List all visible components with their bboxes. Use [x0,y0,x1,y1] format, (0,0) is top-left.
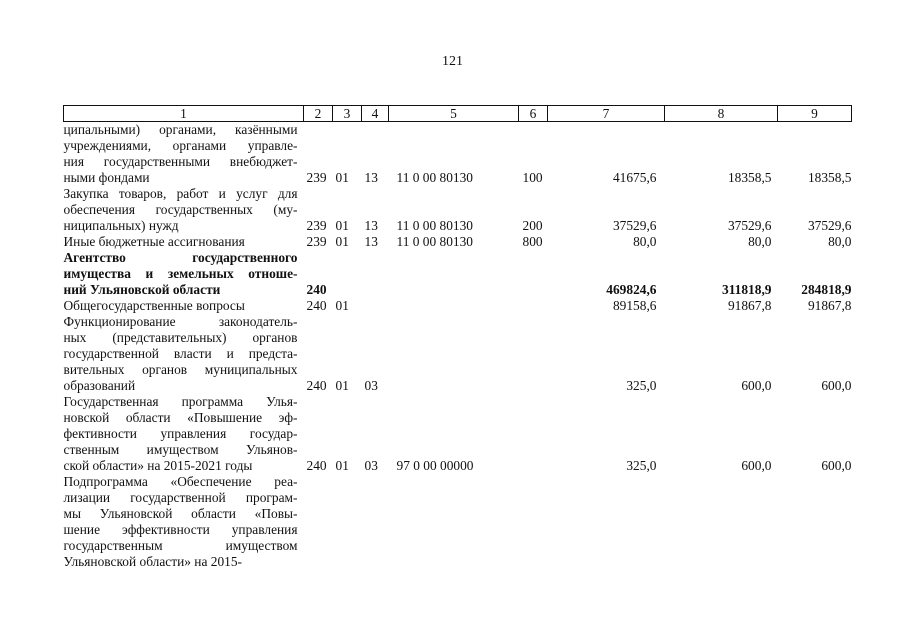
amount-2-cell: 311818,9 [722,282,772,297]
item-name-cell [64,250,304,298]
amount-2-cell: 600,0 [741,458,772,473]
target-article-cell [389,474,519,570]
subsection-code-cell: 03 [364,458,378,473]
amount-1-cell: 325,0 [626,378,657,393]
target-article-cell: 11 0 00 80130 [396,170,473,185]
amount-3-cell: 37529,6 [807,218,852,233]
item-name-line: ской области» на 2015-2021 годы [63,458,253,473]
table-row [64,394,852,474]
amount-2-cell [665,474,778,570]
table-row [64,122,852,187]
column-header-4: 4 [362,106,389,122]
column-header-1: 1 [64,106,304,122]
expense-type-cell: 100 [522,170,543,185]
item-name-line: учреждениями, органами управле- [63,138,298,153]
item-name-cell [64,394,304,474]
section-code-cell: 01 [335,170,349,185]
item-name-line: ципальными) органами, казёнными [63,122,298,137]
item-name-line: Государственная программа Улья- [63,394,298,409]
admin-code-cell: 240 [306,378,327,393]
column-header-8: 8 [665,106,778,122]
item-name-cell [64,122,304,187]
item-name-cell [64,474,304,570]
subsection-code-cell: 13 [364,234,378,249]
amount-1-cell [548,474,665,570]
item-name-line: Иные бюджетные ассигнования [63,234,245,249]
amount-1-cell: 469824,6 [606,282,657,297]
subsection-code-cell [362,298,389,314]
target-article-cell [389,250,519,298]
target-article-cell [389,298,519,314]
item-name-line: Ульяновской области» на 2015- [63,554,243,569]
amount-2-cell: 91867,8 [727,298,772,313]
item-name-line: образований [63,378,136,393]
amount-2-cell: 37529,6 [727,218,772,233]
section-code-cell [333,250,362,298]
item-name-line: мы Ульяновской области «Повы- [63,506,298,521]
item-name-line: ных (представительных) органов [63,330,298,345]
item-name-line: Функционирование законодатель- [63,314,298,329]
subsection-code-cell [362,250,389,298]
amount-3-cell: 284818,9 [801,282,852,297]
item-name-line: ными фондами [63,170,150,185]
budget-table [63,105,852,570]
section-code-cell: 01 [335,218,349,233]
amount-1-cell: 80,0 [633,234,657,249]
subsection-code-cell: 13 [364,170,378,185]
column-header-2: 2 [304,106,333,122]
admin-code-cell: 240 [306,282,327,297]
page-number: 121 [442,54,463,69]
column-header-5: 5 [389,106,519,122]
item-name-line: лизации государственной програм- [63,490,298,505]
expense-type-cell [519,474,548,570]
item-name-line: фективности управления государ- [63,426,298,441]
amount-1-cell: 325,0 [626,458,657,473]
table-body [64,122,852,571]
amount-3-cell: 80,0 [828,234,852,249]
amount-2-cell: 600,0 [741,378,772,393]
column-header-6: 6 [519,106,548,122]
item-name-line: Подпрограмма «Обеспечение реа- [63,474,298,489]
admin-code-cell: 240 [306,298,327,313]
target-article-cell: 11 0 00 80130 [396,234,473,249]
amount-2-cell: 18358,5 [727,170,772,185]
table-row [64,250,852,298]
target-article-cell: 97 0 00 00000 [396,458,474,473]
amount-1-cell: 89158,6 [612,298,657,313]
item-name-line: Закупка товаров, работ и услуг для [63,186,298,201]
subsection-code-cell: 13 [364,218,378,233]
item-name-line: государственной власти и предста- [63,346,298,361]
item-name-line: имущества и земельных отноше- [63,266,298,281]
column-header-9: 9 [778,106,852,122]
amount-3-cell: 91867,8 [807,298,852,313]
column-header-3: 3 [333,106,362,122]
expense-type-cell [519,298,548,314]
table-row [64,234,852,250]
expense-type-cell: 200 [522,218,543,233]
target-article-cell: 11 0 00 80130 [396,218,473,233]
item-name-cell [64,234,304,250]
expense-type-cell: 800 [522,234,543,249]
admin-code-cell: 239 [306,234,327,249]
item-name-line: Агентство государственного [63,250,298,265]
item-name-line: вительных органов муниципальных [63,362,298,377]
item-name-line: Общегосударственные вопросы [63,298,245,313]
table-row [64,186,852,234]
item-name-line: ний Ульяновской области [63,282,221,297]
item-name-line: новской области «Повышение эф- [63,410,298,425]
amount-1-cell: 37529,6 [612,218,657,233]
target-article-cell [389,314,519,394]
section-code-cell: 01 [335,298,349,313]
amount-3-cell: 18358,5 [807,170,852,185]
admin-code-cell: 239 [306,170,327,185]
item-name-cell [64,314,304,394]
item-name-line: ниципальных) нужд [63,218,179,233]
expense-type-cell [519,250,548,298]
amount-3-cell: 600,0 [821,458,852,473]
item-name-line: обеспечения государственных (му- [63,202,298,217]
admin-code-cell: 239 [306,218,327,233]
expense-type-cell [519,394,548,474]
section-code-cell: 01 [335,378,349,393]
item-name-line: ственным имуществом Ульянов- [63,442,298,457]
section-code-cell: 01 [335,458,349,473]
table-row [64,314,852,394]
item-name-cell [64,186,304,234]
amount-2-cell: 80,0 [748,234,772,249]
amount-3-cell: 600,0 [821,378,852,393]
item-name-cell [64,298,304,314]
item-name-line: шение эффективности управления [63,522,298,537]
item-name-line: ния государственными внебюджет- [63,154,298,169]
section-code-cell [333,474,362,570]
subsection-code-cell [362,474,389,570]
table-row [64,298,852,314]
admin-code-cell [304,474,333,570]
admin-code-cell: 240 [306,458,327,473]
item-name-line: государственным имуществом [63,538,298,553]
amount-1-cell: 41675,6 [612,170,657,185]
header-row [64,106,852,122]
expense-type-cell [519,314,548,394]
amount-3-cell [778,474,852,570]
table-row [64,474,852,570]
column-header-7: 7 [548,106,665,122]
subsection-code-cell: 03 [364,378,378,393]
section-code-cell: 01 [335,234,349,249]
